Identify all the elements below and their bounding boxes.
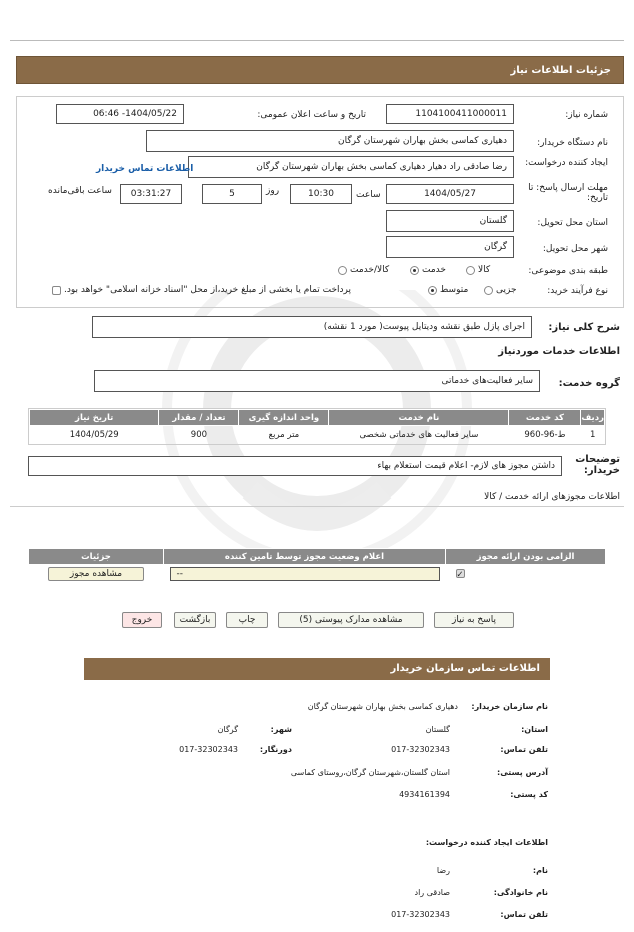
- col-row: ردیف: [581, 410, 605, 426]
- creator-title: اطلاعات ایجاد کننده درخواست:: [425, 838, 548, 847]
- row-qty: 900: [190, 429, 208, 440]
- row-name: سایر فعالیت های خدماتی شخصی: [359, 429, 479, 440]
- table-row: [29, 565, 606, 583]
- contact-org: دهیاری کماسی بخش بهاران شهرستان گرگان: [307, 702, 458, 711]
- col-required: الزامی بودن ارائه مجوز: [446, 549, 606, 565]
- contact-city-label: شهر:: [270, 725, 292, 734]
- contact-address: استان گلستان،شهرستان گرگان،روستای کماسی: [290, 768, 450, 777]
- creator-first-name-label: نام:: [532, 866, 548, 875]
- col-name: نام خدمت: [329, 410, 509, 426]
- service-group-field: سایر فعالیت‌های خدماتی: [94, 370, 540, 392]
- summary-label: شرح کلی نیاز:: [548, 322, 620, 333]
- contact-city: گرگان: [217, 725, 238, 734]
- col-date: تاریخ نیاز: [30, 410, 159, 426]
- need-number-field: 1104100411000011: [386, 104, 514, 124]
- creator-phone-label: تلفن تماس:: [500, 910, 548, 919]
- announce-field: 1404/05/22- 06:46: [56, 104, 184, 124]
- col-code: کد خدمت: [509, 410, 581, 426]
- col-unit: واحد اندازه گیری: [239, 410, 329, 426]
- row-unit: متر مربع: [268, 429, 300, 440]
- contact-postal: 4934161394: [399, 790, 450, 799]
- required-checkbox: ✓: [456, 569, 464, 580]
- creator-last-name: صادقی راد: [414, 888, 450, 897]
- contact-phone-label: تلفن تماس:: [500, 745, 548, 754]
- time-label: ساعت: [356, 190, 381, 200]
- services-title: اطلاعات خدمات موردنیاز: [498, 346, 620, 357]
- reply-button[interactable]: پاسخ به نیاز: [434, 612, 514, 628]
- buyer-org-field: دهیاری کماسی بخش بهاران شهرستان گرگان: [146, 130, 514, 152]
- days-field: 5: [202, 184, 262, 204]
- radio-selected-icon[interactable]: [428, 286, 437, 295]
- row-date: 1404/05/29: [69, 429, 119, 440]
- city-field: گرگان: [386, 236, 514, 258]
- radio-icon[interactable]: [484, 286, 493, 295]
- province-field: گلستان: [386, 210, 514, 232]
- category-option-goods[interactable]: کالا: [466, 265, 490, 275]
- requester-field: رضا صادقی راد دهیار دهیاری کماسی بخش بهاران شهرستان گرگان: [188, 156, 514, 178]
- exit-button[interactable]: خروج: [122, 612, 162, 628]
- remaining-label: ساعت باقی‌مانده: [48, 186, 112, 196]
- category-option-both[interactable]: کالا/خدمت: [338, 265, 389, 275]
- table-row: [30, 426, 605, 444]
- buyer-notes-field: داشتن مجوز های لازم- اعلام قیمت استعلام بهاء: [28, 456, 562, 476]
- buyer-org-label: نام دستگاه خریدار:: [537, 138, 608, 148]
- need-number-label: شماره نیاز:: [565, 110, 608, 120]
- process-option-minor[interactable]: جزیی: [484, 285, 517, 295]
- row-code: ط-96-960: [524, 429, 566, 440]
- contact-postal-label: کد پستی:: [510, 790, 548, 799]
- page-title: جزئیات اطلاعات نیاز: [16, 56, 624, 84]
- permits-divider: [10, 506, 624, 507]
- day-label: روز: [266, 186, 280, 196]
- creator-first-name: رضا: [436, 866, 450, 875]
- services-table: [28, 408, 606, 445]
- creator-phone: 017-32302343: [391, 910, 450, 919]
- contact-fax: 017-32302343: [179, 745, 238, 754]
- deadline-date-field: 1404/05/27: [386, 184, 514, 204]
- payment-note: پرداخت تمام یا بخشی از مبلغ خرید،از محل "اسناد خزانه اسلامی" خواهد بود.: [52, 285, 351, 295]
- deadline-label: مهلت ارسال پاسخ: تا تاریخ:: [528, 183, 608, 203]
- summary-field: اجرای پازل طبق نقشه ودیتایل پیوست( مورد 1 نقشه): [92, 316, 532, 338]
- permits-title: اطلاعات مجوزهای ارائه خدمت / کالا: [484, 492, 620, 502]
- back-button[interactable]: بازگشت: [174, 612, 216, 628]
- contact-phone: 017-32302343: [391, 745, 450, 754]
- contact-province-label: استان:: [521, 725, 548, 734]
- radio-selected-icon[interactable]: [410, 266, 419, 275]
- city-label: شهر محل تحویل:: [542, 244, 608, 254]
- process-option-medium[interactable]: متوسط: [428, 285, 468, 295]
- announce-label: تاریخ و ساعت اعلان عمومی:: [257, 110, 366, 120]
- contact-org-label: نام سازمان خریدار:: [471, 702, 548, 711]
- services-table-header: [30, 410, 605, 426]
- view-permit-button[interactable]: مشاهده مجوز: [48, 567, 144, 581]
- payment-checkbox[interactable]: [52, 286, 61, 295]
- process-label: نوع فرآیند خرید:: [547, 286, 608, 296]
- category-option-service[interactable]: خدمت: [410, 265, 446, 275]
- row-index: 1: [590, 429, 596, 440]
- service-group-label: گروه خدمت:: [558, 378, 620, 389]
- print-button[interactable]: چاپ: [226, 612, 268, 628]
- permits-table-header: [29, 549, 606, 565]
- radio-icon[interactable]: [338, 266, 347, 275]
- deadline-time-field: 10:30: [290, 184, 352, 204]
- permits-table: [28, 548, 606, 583]
- buyer-contact-link[interactable]: اطلاعات تماس خریدار: [96, 164, 194, 174]
- contact-province: گلستان: [425, 725, 450, 734]
- col-qty: تعداد / مقدار: [159, 410, 239, 426]
- contact-fax-label: دورنگار:: [259, 745, 292, 754]
- col-details: جزئیات: [29, 549, 164, 565]
- province-label: استان محل تحویل:: [537, 218, 608, 228]
- category-label: طبقه بندی موضوعی:: [528, 266, 608, 276]
- requester-label: ایجاد کننده درخواست:: [525, 158, 608, 168]
- col-status: اعلام وضعیت مجوز توسط تامین کننده: [164, 549, 446, 565]
- radio-icon[interactable]: [466, 266, 475, 275]
- buyer-notes-label: توضیحات خریدار:: [575, 454, 620, 476]
- attachments-button[interactable]: مشاهده مدارک پیوستی (5): [278, 612, 424, 628]
- creator-last-name-label: نام خانوادگی:: [493, 888, 548, 897]
- contact-title: اطلاعات تماس سازمان خریدار: [84, 658, 550, 680]
- permit-status-field: --: [170, 567, 440, 581]
- top-divider: [10, 40, 624, 41]
- remaining-field: 03:31:27: [120, 184, 182, 204]
- contact-address-label: آدرس پستی:: [497, 768, 548, 777]
